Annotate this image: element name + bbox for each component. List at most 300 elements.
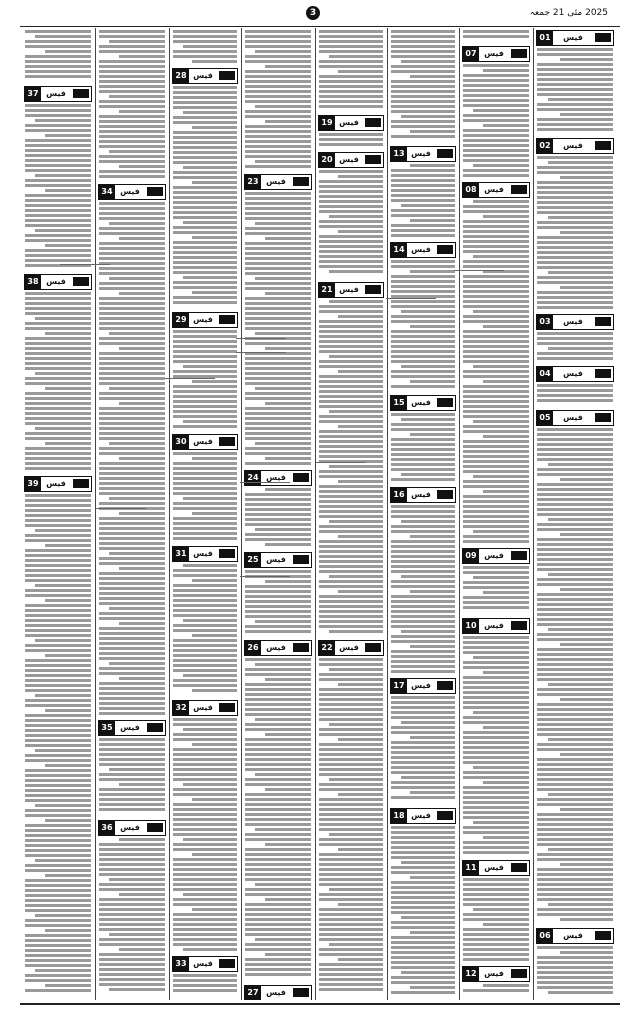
text-line bbox=[173, 390, 237, 393]
text-line bbox=[463, 806, 529, 809]
text-line bbox=[245, 322, 311, 325]
text-line bbox=[319, 133, 383, 136]
text-line bbox=[99, 217, 165, 220]
text-line bbox=[537, 394, 613, 397]
text-line bbox=[391, 771, 455, 774]
notice-header bbox=[462, 182, 530, 198]
text-line bbox=[537, 337, 613, 340]
text-line bbox=[401, 115, 455, 118]
text-line bbox=[537, 708, 613, 711]
text-line bbox=[173, 589, 237, 592]
notice-title: فیس bbox=[411, 245, 431, 254]
text-line bbox=[319, 550, 383, 553]
text-line bbox=[99, 803, 165, 806]
text-line bbox=[245, 753, 311, 756]
text-line bbox=[560, 698, 613, 701]
text-line bbox=[319, 788, 383, 791]
text-line bbox=[245, 212, 311, 215]
text-line bbox=[463, 525, 529, 528]
text-line bbox=[463, 465, 529, 468]
text-line bbox=[173, 679, 237, 682]
text-line bbox=[245, 462, 311, 465]
text-line bbox=[463, 250, 529, 253]
text-line bbox=[25, 397, 91, 400]
text-line bbox=[463, 741, 529, 744]
text-line bbox=[265, 488, 311, 491]
text-line bbox=[119, 622, 165, 625]
text-line bbox=[319, 50, 383, 53]
text-line bbox=[173, 888, 237, 891]
notice-number: 29 bbox=[173, 313, 189, 327]
text-line bbox=[560, 176, 613, 179]
text-line bbox=[99, 232, 165, 235]
text-line bbox=[391, 100, 455, 103]
text-line bbox=[483, 591, 529, 594]
text-line bbox=[99, 858, 165, 861]
text-line bbox=[463, 405, 529, 408]
text-line bbox=[265, 678, 311, 681]
notice-title: فیس bbox=[193, 437, 213, 446]
text-line bbox=[319, 693, 383, 696]
text-line bbox=[255, 332, 311, 335]
text-line bbox=[401, 310, 455, 313]
text-line bbox=[173, 286, 237, 289]
text-line bbox=[99, 477, 165, 480]
text-line bbox=[109, 607, 165, 610]
text-line bbox=[245, 693, 311, 696]
text-line bbox=[173, 778, 237, 781]
text-line bbox=[319, 180, 383, 183]
notice-header bbox=[244, 985, 312, 1000]
text-line bbox=[319, 953, 383, 956]
text-line bbox=[99, 322, 165, 325]
text-line bbox=[99, 130, 165, 133]
text-line bbox=[109, 332, 165, 335]
text-line bbox=[245, 447, 311, 450]
text-line bbox=[401, 204, 455, 207]
notice-header bbox=[98, 720, 166, 736]
text-line bbox=[401, 916, 455, 919]
text-line bbox=[25, 794, 91, 797]
text-line bbox=[25, 899, 91, 902]
notice-number: 01 bbox=[537, 31, 553, 45]
text-line bbox=[463, 851, 529, 854]
text-line bbox=[537, 48, 613, 51]
text-line bbox=[537, 946, 613, 949]
text-line bbox=[463, 500, 529, 503]
text-line bbox=[463, 811, 529, 814]
text-line bbox=[99, 227, 165, 230]
text-line bbox=[25, 649, 91, 652]
text-line bbox=[183, 420, 237, 423]
text-line bbox=[391, 981, 455, 984]
notice-body bbox=[537, 332, 613, 363]
notice-number: 38 bbox=[25, 275, 41, 289]
text-line bbox=[265, 402, 311, 405]
text-line bbox=[391, 871, 455, 874]
notice-number: 20 bbox=[319, 153, 335, 167]
text-line bbox=[319, 380, 383, 383]
text-line bbox=[173, 251, 237, 254]
text-line bbox=[391, 285, 455, 288]
text-line bbox=[25, 524, 91, 527]
text-line bbox=[25, 139, 91, 142]
text-line bbox=[537, 352, 613, 355]
text-line bbox=[319, 105, 383, 108]
text-line bbox=[173, 395, 237, 398]
text-line bbox=[99, 407, 165, 410]
text-line bbox=[391, 655, 455, 658]
notice-header bbox=[536, 30, 614, 46]
text-line bbox=[173, 883, 237, 886]
text-line bbox=[99, 888, 165, 891]
text-line bbox=[99, 547, 165, 550]
text-line bbox=[255, 938, 311, 941]
text-line bbox=[25, 392, 91, 395]
text-line bbox=[391, 756, 455, 759]
text-line bbox=[463, 159, 529, 162]
text-line bbox=[173, 873, 237, 876]
text-line bbox=[463, 505, 529, 508]
text-line bbox=[537, 181, 613, 184]
text-line bbox=[99, 312, 165, 315]
notice-number: 16 bbox=[391, 488, 407, 502]
text-line bbox=[391, 706, 455, 709]
text-line bbox=[319, 908, 383, 911]
text-line bbox=[245, 422, 311, 425]
text-line bbox=[319, 415, 383, 418]
text-line bbox=[319, 400, 383, 403]
text-line bbox=[25, 864, 91, 867]
text-line bbox=[537, 773, 613, 776]
text-line bbox=[319, 803, 383, 806]
notice-body bbox=[319, 133, 383, 149]
text-line bbox=[245, 493, 311, 496]
text-line bbox=[537, 63, 613, 66]
text-line bbox=[537, 171, 613, 174]
text-line bbox=[463, 571, 529, 574]
text-line bbox=[99, 482, 165, 485]
text-line bbox=[537, 718, 613, 721]
text-line bbox=[537, 758, 613, 761]
text-line bbox=[329, 575, 383, 578]
text-line bbox=[319, 170, 383, 173]
text-line bbox=[119, 838, 165, 841]
text-line bbox=[99, 352, 165, 355]
text-line bbox=[173, 753, 237, 756]
text-line bbox=[173, 594, 237, 597]
text-line bbox=[255, 50, 311, 53]
text-line bbox=[25, 514, 91, 517]
text-line bbox=[463, 510, 529, 513]
text-line bbox=[25, 224, 91, 227]
text-line bbox=[99, 672, 165, 675]
text-line bbox=[319, 763, 383, 766]
text-line bbox=[245, 738, 311, 741]
text-line bbox=[319, 580, 383, 583]
text-line bbox=[99, 537, 165, 540]
text-line bbox=[463, 691, 529, 694]
text-line bbox=[173, 828, 237, 831]
text-line bbox=[463, 245, 529, 248]
notice-header bbox=[462, 548, 530, 564]
text-line bbox=[463, 540, 529, 543]
text-line bbox=[25, 679, 91, 682]
text-line bbox=[410, 876, 455, 879]
text-line bbox=[391, 761, 455, 764]
text-line bbox=[391, 438, 455, 441]
text-line bbox=[99, 377, 165, 380]
text-line bbox=[245, 763, 311, 766]
notice-number: 02 bbox=[537, 139, 553, 153]
text-line bbox=[25, 65, 91, 68]
text-line bbox=[537, 868, 613, 871]
notice-header bbox=[172, 68, 238, 84]
notice-title: فیس bbox=[411, 681, 431, 690]
notice-title: فیس bbox=[484, 969, 504, 978]
text-line bbox=[245, 327, 311, 330]
text-line bbox=[391, 831, 455, 834]
text-line bbox=[537, 236, 613, 239]
text-line bbox=[391, 550, 455, 553]
text-line bbox=[265, 788, 311, 791]
text-line bbox=[99, 692, 165, 695]
text-line bbox=[25, 30, 91, 33]
bottom-rule bbox=[20, 1003, 620, 1005]
text-line bbox=[537, 813, 613, 816]
text-line bbox=[173, 116, 237, 119]
notice-number: 11 bbox=[463, 861, 479, 875]
text-line bbox=[245, 367, 311, 370]
text-line bbox=[537, 678, 613, 681]
text-line bbox=[319, 500, 383, 503]
text-line bbox=[537, 828, 613, 831]
text-line bbox=[548, 903, 613, 906]
text-line bbox=[319, 510, 383, 513]
text-line bbox=[245, 287, 311, 290]
text-line bbox=[319, 470, 383, 473]
text-line bbox=[463, 646, 529, 649]
notice-body bbox=[463, 64, 529, 179]
newspaper-logo-icon bbox=[73, 479, 89, 488]
notice-title: فیس bbox=[120, 723, 140, 732]
text-line bbox=[119, 165, 165, 168]
text-line bbox=[391, 315, 455, 318]
text-line bbox=[483, 325, 529, 328]
notice-number: 10 bbox=[463, 619, 479, 633]
text-line bbox=[25, 939, 91, 942]
text-line bbox=[329, 943, 383, 946]
text-line bbox=[25, 504, 91, 507]
text-line bbox=[25, 854, 91, 857]
text-line bbox=[25, 342, 91, 345]
text-line bbox=[245, 498, 311, 501]
text-line bbox=[99, 337, 165, 340]
text-line bbox=[99, 412, 165, 415]
text-line bbox=[463, 315, 529, 318]
text-line bbox=[245, 262, 311, 265]
text-line bbox=[173, 818, 237, 821]
text-line bbox=[173, 370, 237, 373]
notice-number: 19 bbox=[319, 116, 335, 130]
text-line bbox=[537, 976, 613, 979]
text-line bbox=[109, 150, 165, 153]
text-line bbox=[173, 614, 237, 617]
text-line bbox=[537, 873, 613, 876]
text-line bbox=[391, 600, 455, 603]
text-line bbox=[463, 581, 529, 584]
text-line bbox=[173, 296, 237, 299]
text-line bbox=[173, 843, 237, 846]
text-line bbox=[173, 266, 237, 269]
text-line bbox=[245, 813, 311, 816]
text-line bbox=[391, 565, 455, 568]
text-line bbox=[319, 595, 383, 598]
text-line bbox=[25, 609, 91, 612]
text-line bbox=[173, 813, 237, 816]
text-line bbox=[245, 312, 311, 315]
text-line bbox=[463, 736, 529, 739]
text-line bbox=[25, 559, 91, 562]
notice-header bbox=[462, 618, 530, 634]
text-line bbox=[245, 658, 311, 661]
text-line bbox=[560, 951, 613, 954]
text-line bbox=[548, 683, 613, 686]
text-line bbox=[319, 40, 383, 43]
notice-header bbox=[172, 434, 238, 450]
text-line bbox=[463, 701, 529, 704]
text-line bbox=[319, 525, 383, 528]
text-line bbox=[537, 246, 613, 249]
text-line bbox=[537, 108, 613, 111]
text-line bbox=[192, 798, 237, 801]
notice-title: فیس bbox=[484, 621, 504, 630]
newspaper-logo-icon bbox=[147, 723, 163, 732]
text-line bbox=[483, 380, 529, 383]
notice-body bbox=[25, 292, 91, 473]
text-line bbox=[537, 128, 613, 131]
text-line bbox=[25, 144, 91, 147]
text-line bbox=[173, 878, 237, 881]
text-line bbox=[245, 342, 311, 345]
text-line bbox=[245, 778, 311, 781]
text-line bbox=[25, 739, 91, 742]
text-line bbox=[35, 969, 91, 972]
text-line bbox=[173, 979, 237, 982]
text-line bbox=[99, 667, 165, 670]
text-line bbox=[463, 205, 529, 208]
text-line bbox=[319, 658, 383, 661]
text-line bbox=[391, 966, 455, 969]
text-line bbox=[463, 114, 529, 117]
text-line bbox=[173, 141, 237, 144]
text-line bbox=[173, 833, 237, 836]
text-line bbox=[173, 91, 237, 94]
text-line bbox=[173, 773, 237, 776]
notice-header bbox=[536, 410, 614, 426]
text-line bbox=[99, 125, 165, 128]
newspaper-logo-icon bbox=[219, 703, 235, 712]
text-line bbox=[245, 948, 311, 951]
text-line bbox=[537, 88, 613, 91]
notice-number: 37 bbox=[25, 87, 41, 101]
text-line bbox=[245, 247, 311, 250]
text-line bbox=[537, 543, 613, 546]
text-line bbox=[391, 335, 455, 338]
text-line bbox=[338, 230, 383, 233]
text-line bbox=[99, 798, 165, 801]
text-line bbox=[463, 898, 529, 901]
text-line bbox=[391, 620, 455, 623]
text-line bbox=[173, 146, 237, 149]
text-line bbox=[338, 683, 383, 686]
notice-number: 34 bbox=[99, 185, 115, 199]
text-line bbox=[548, 738, 613, 741]
text-line bbox=[245, 708, 311, 711]
text-line bbox=[319, 65, 383, 68]
text-line bbox=[245, 202, 311, 205]
text-line bbox=[99, 953, 165, 956]
text-line bbox=[319, 320, 383, 323]
text-line bbox=[99, 140, 165, 143]
notice-number: 22 bbox=[319, 641, 335, 655]
text-line bbox=[25, 889, 91, 892]
text-line bbox=[173, 492, 237, 495]
text-line bbox=[329, 723, 383, 726]
newspaper-logo-icon bbox=[511, 621, 527, 630]
text-line bbox=[463, 786, 529, 789]
notice-number: 14 bbox=[391, 243, 407, 257]
text-line bbox=[245, 75, 311, 78]
notice-number: 17 bbox=[391, 679, 407, 693]
text-line bbox=[245, 317, 311, 320]
text-line bbox=[173, 793, 237, 796]
text-line bbox=[319, 703, 383, 706]
notice-number: 09 bbox=[463, 549, 479, 563]
text-line bbox=[173, 425, 237, 428]
text-line bbox=[173, 928, 237, 931]
text-line bbox=[183, 674, 237, 677]
text-line bbox=[99, 612, 165, 615]
text-line bbox=[537, 833, 613, 836]
text-line bbox=[245, 518, 311, 521]
text-line bbox=[173, 639, 237, 642]
text-line bbox=[537, 453, 613, 456]
text-line bbox=[391, 786, 455, 789]
text-line bbox=[338, 535, 383, 538]
text-line bbox=[319, 310, 383, 313]
text-line bbox=[537, 196, 613, 199]
text-line bbox=[99, 697, 165, 700]
text-line bbox=[319, 385, 383, 388]
separator bbox=[60, 264, 110, 265]
text-line bbox=[319, 265, 383, 268]
text-line bbox=[391, 443, 455, 446]
text-line bbox=[319, 95, 383, 98]
text-line bbox=[319, 395, 383, 398]
text-line bbox=[391, 275, 455, 278]
text-line bbox=[473, 164, 529, 167]
text-line bbox=[391, 260, 455, 263]
text-line bbox=[25, 402, 91, 405]
text-line bbox=[245, 625, 311, 628]
text-line bbox=[391, 941, 455, 944]
text-line bbox=[25, 664, 91, 667]
text-line bbox=[391, 856, 455, 859]
text-line bbox=[245, 600, 311, 603]
text-line bbox=[25, 554, 91, 557]
text-line bbox=[99, 282, 165, 285]
